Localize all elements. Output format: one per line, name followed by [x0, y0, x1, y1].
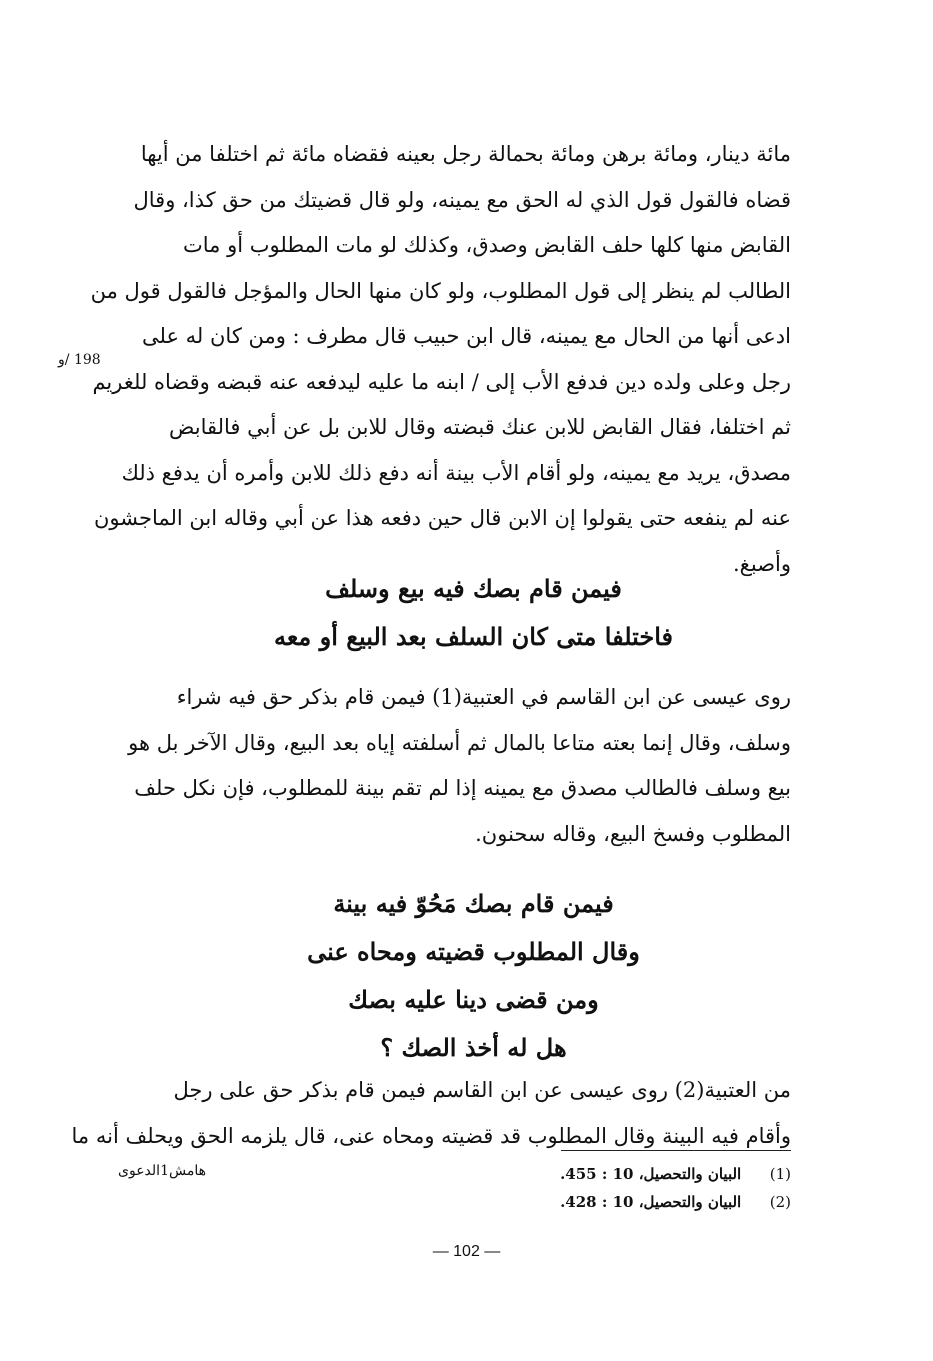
heading-line: فيمن قام بصك مَحُوّ فيه بينة [333, 889, 614, 918]
paragraph-3 [71, 1068, 791, 1159]
text-line: وسلف، وقال إنما بعته متاعا بالمال ثم أسلفته إياه بعد البيع، وقال الآخر بل هو [128, 730, 791, 755]
section-heading-1 [140, 565, 807, 661]
footnote-number: (1) [769, 1165, 791, 1183]
text-line: وأصبغ. [733, 551, 791, 576]
text-line: عنه لم ينفعه حتى يقولوا إن الابن قال حين دفعه هذا عن أبي وقاله ابن الماجشون [93, 506, 791, 530]
text-line: الطالب لم ينظر إلى قول المطلوب، ولو كان منها الحال والمؤجل فالقول قول من [90, 278, 791, 303]
text-line: القابض منها كلها حلف القابض وصدق، وكذلك لو مات المطلوب أو مات [183, 233, 791, 257]
text-line: قضاه فالقول قول الذي له الحق مع يمينه، ولو قال قضيتك من حق كذا، وقال [133, 187, 791, 212]
text-line: المطلوب وفسخ البيع، وقاله سحنون. [475, 821, 791, 846]
footnote-reference: البيان والتحصيل، 10 : 455. [560, 1165, 742, 1183]
folio-margin-note: 198 /و [58, 352, 101, 368]
paragraph-1 [90, 132, 791, 587]
text-line: وأقام فيه البينة وقال المطلوب قد قضيته ومحاه عنى، قال يلزمه الحق ويحلف أنه ما [71, 1123, 791, 1148]
heading-line: فيمن قام بصك فيه بيع وسلف [325, 574, 622, 603]
text-line: مائة دينار، ومائة برهن ومائة بحمالة رجل بعينه فقضاه مائة ثم اختلفا من أيها [140, 142, 791, 166]
heading-line: وقال المطلوب قضيته ومحاه عنى [307, 937, 640, 966]
text-line: مصدق، يريد مع يمينه، ولو أقام الأب بينة أنه دفع ذلك للابن وأمره أن يدفع ذلك [121, 460, 791, 485]
footnote-divider [561, 1150, 791, 1151]
text-line: روى عيسى عن ابن القاسم في العتبية(1) فيمن قام بذكر حق فيه شراء [176, 685, 791, 709]
text-line: ثم اختلفا، فقال القابض للابن عنك قبضته وقال للابن بل عن أبي فالقابض [169, 415, 791, 439]
text-line: بيع وسلف فالطالب مصدق مع يمينه إذا لم تقم بينة للمطلوب، فإن نكل حلف [134, 776, 791, 800]
heading-line: فاختلفا متى كان السلف بعد البيع أو معه [273, 622, 674, 651]
text-line: ادعى أنها من الحال مع يمينه، قال ابن حبيب قال مطرف : ومن كان له على [142, 324, 791, 348]
footnote-number: (2) [769, 1193, 791, 1211]
margin-label: هامش1الدعوى [118, 1163, 206, 1179]
text-line: رجل وعلى ولده دين فدفع الأب إلى / ابنه ما عليه ليدفعه عنه قبضه وقضاه للغريم [92, 369, 791, 394]
footnote-reference: البيان والتحصيل، 10 : 428. [560, 1193, 742, 1211]
footnote [126, 1160, 791, 1188]
section-heading-2 [140, 880, 807, 1072]
paragraph-2 [126, 675, 791, 857]
text-line: من العتبية(2) روى عيسى عن ابن القاسم فيمن قام بذكر حق على رجل [173, 1078, 791, 1102]
footnote [126, 1188, 791, 1216]
footnotes [126, 1160, 791, 1216]
heading-line: هل له أخذ الصك ؟ [380, 1033, 567, 1062]
heading-line: ومن قضى دينا عليه بصك [348, 985, 599, 1014]
page-number: — 102 — [432, 1243, 501, 1260]
